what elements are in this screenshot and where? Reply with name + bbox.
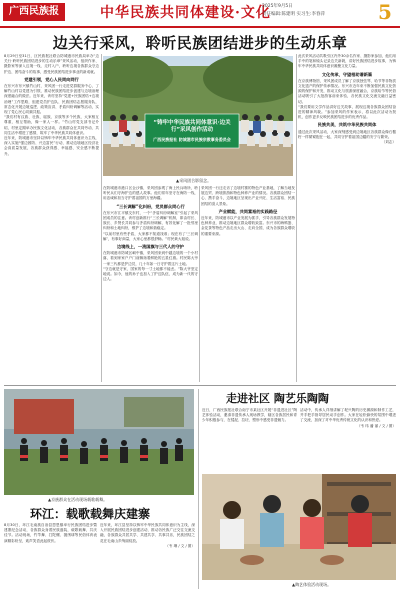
- pottery-photo-image: [202, 474, 396, 580]
- story3-headline: 走进社区 陶艺乐陶陶: [226, 392, 329, 405]
- banner-organizers: 广西民族报社 防城港市民族宗教事务委员会: [153, 137, 231, 142]
- article3-column: [201, 186, 295, 382]
- group-photo-banner: [145, 114, 239, 148]
- article4-paragraph: 在京族博物馆，采风团成员了解了京族独弦琴、哈节等非物质文化遗产的保护传承情况。东兴市近年来不断加强民族文化资源的保护和开发，推动文化与旅游深度融合，京族哈节等民俗活动吸引了大批游客前来体验，各民族文化交流交融日益密切。: [298, 78, 396, 104]
- editor-credit: 责任编辑:陈建明 实习生:李春萍: [262, 12, 325, 17]
- page-title: 中华民族共同体建设·文化: [100, 5, 271, 21]
- story2-paragraph: 8月30日，环江毛南族自治县思恩镇举行民族团结进步暨建寨纪念活动，各族群众身着民族盛装，载歌载舞，共庆佳节。活动现场，竹竿舞、打陀螺、抛绣球等民俗体育表演精彩纷呈，欢声笑语此起彼伏。: [4, 523, 97, 543]
- column-divider: [296, 54, 297, 382]
- article1-lead: 8月29日至31日，区民族报社联合防城港市民族局举办“边关行·聆听民族团结进步的生动乐章”采风活动，组织作家、摄影家等深入边境一线，走村入户，聆听边境各族群众守边护边、团结奋斗的故事，感受民族团结进步事业的新成就。: [4, 54, 99, 74]
- article1-paragraph: 近年来，防城港市坚持以铸牢中华民族共同体意识为主线，深入实施“强边固防、兴边富民”行动，推动边境地区经济社会高质量发展，各族群众获得感、幸福感、安全感不断提升。: [4, 136, 99, 156]
- article1-column: [4, 54, 99, 382]
- banner-title: “铸牢中华民族共同体意识·边关行”采风创作活动: [153, 120, 231, 133]
- article1-paragraph: 在东兴市东兴镇竹山村，采风团一行走进党群服务中心，了解竹山村以党建为引领，推动民族团结进步创建与边境治理深度融合的做法。近年来，该村坚持“党建+民族团结+边境治理”工作思路，组建党员护边队、民族团结志愿服务队，常态化开展边境巡逻、政策宣讲、矛盾纠纷调解等活动，实现了党心民心同频共振。: [4, 84, 99, 115]
- masthead: [0, 0, 400, 28]
- column-divider: [199, 186, 200, 382]
- story2-paragraph: 近年来，环江县坚持以铸牢中华民族共同体意识为主线，深入开展民族团结进步创建活动，推动各民族广泛交往交流交融，各族群众共居共学、共建共享、共事共乐，民族团结之花在毛南山乡绚丽绽放。: [100, 523, 195, 543]
- article4-subheading: 民族共美，共筑中华民族共同体: [317, 122, 377, 128]
- article4-paragraph: 通过此次采风活动，大家深刻感受到边境地区各族群众像石榴籽一样紧紧抱在一起，共同守护着祖国边疆的安宁与繁荣。: [298, 129, 396, 139]
- article3-paragraph: 近年来，防城港市以产业发展为抓手，引导各族群众发展特色种养业，推动边境地区群众增收致富。东兴市的海鸭蛋、金花茶等特色产品走出大山、走向全国，成为各族群众增收的重要来源。: [201, 216, 295, 236]
- masthead-meta: [262, 3, 362, 19]
- group-photo: [103, 56, 293, 176]
- dance-photo: [4, 389, 194, 495]
- section-tag: 广西民族报: [3, 3, 65, 21]
- issue-date: 2025年9月5日: [262, 4, 293, 9]
- story2-column-left: [4, 523, 97, 589]
- story2-headline: 环江：载歌载舞庆建寨: [30, 507, 151, 521]
- article1-subheading: 党建引领，党心人民同向同行: [24, 76, 79, 82]
- pottery-photo-caption: ▲陶艺体验活动现场。: [292, 582, 332, 587]
- pottery-photo: [202, 474, 396, 580]
- dance-photo-image: [4, 389, 194, 495]
- article3-subheading: 产业赋能，共同富裕的实践路径: [218, 208, 278, 214]
- story3-credit: （韦 玮 潘 丽 / 文 / 图）: [356, 423, 396, 428]
- story2-credit: （韦 琳 / 文 / 图）: [165, 543, 195, 548]
- article2-paragraph: 在防城港市防城区峒中镇，采风团来到中越边境的一个小村落，看到家家户户门前飘扬着鲜艳的五星红旗。村民陈大爷一家三代都是护边员，几十年如一日守护着这片土地。: [103, 251, 198, 266]
- article4-subheading: 文化传承，守望相助谱新篇: [321, 71, 373, 77]
- column-divider: [101, 54, 102, 382]
- article4-credit: （刘志）: [381, 140, 396, 145]
- story3-column-left: [202, 408, 297, 472]
- article2-paragraph: 在东兴市江平镇交东村，一个“矛盾纠纷调解室”引起了采风团成员的注意。该村创新推行“三长调解”机制，即由村长、族长、乡贤长共同参与矛盾纠纷调解，有效化解了一批邻里纠纷和土地纠纷，维护了边境和谐稳定。: [103, 210, 198, 231]
- page-number: 5: [378, 0, 392, 24]
- article2-paragraph: “以前村里有些矛盾，大家都不知道找谁；现在有了‘三长调解’，有事好商量，大家心里都很舒畅。”村民黄大姐说。: [103, 231, 198, 241]
- article2-paragraph: “守边就是守家，国家的每一寸土地都不能丢。”陈大爷坚定地说。如今，他的孙子也加入了护边队伍，成为新一代的守边人。: [103, 266, 198, 282]
- story3-paragraph: 活动中，传承人详细讲解了坭兴陶的历史渊源和制作工艺，并手把手指导居民动手创作。大家在轻松愉快的氛围中增进了交流，加深了对中华优秀传统文化的认识和热爱。: [300, 408, 396, 423]
- main-headline: 边关行采风，聆听民族团结进步的生动乐章: [52, 34, 348, 52]
- group-photo-caption: ▲采风团合影留念。: [176, 178, 212, 183]
- article4-paragraph: “我们要用文学作品讲好边关故事，展现边境各族群众团结奋进的精神风貌。”参加采风的作家表示，将以此次活动为契机，创作更多反映民族团结进步的优秀作品。: [298, 104, 396, 120]
- article3-paragraph: 采风团一行还走访了边境村寨的特色产业基地，了解当地发展边贸、跨境旅游和特色种养产业的情况。各族群众团结一心、携手奋斗，边境地区呈现出产业兴旺、生活富裕、民族团结的喜人景象。: [201, 186, 295, 206]
- story3-paragraph: 近日，广西民族报社联合南宁市某社区开展“非遗进社区”陶艺体验活动，邀请非遗传承人现场教学，辖区各族居民和青少年积极参与，在揉泥、拉坯、塑形中感受非遗魅力。: [202, 408, 297, 423]
- dance-photo-caption: ▲京族群众在活动现场载歌载舞。: [48, 497, 108, 502]
- story3-column-right: [300, 408, 396, 472]
- column-divider: [198, 389, 199, 589]
- article1-paragraph: “我们村有汉族、壮族、瑶族、京族等多个民族，大家相互尊重、相互帮助，像一家人一样。”竹山村党支部书记介绍，村里定期举办民族文化活动，各族群众在共同劳动、共同生活中增进了感情，筑牢了中华民族共同体意识。: [4, 115, 99, 135]
- section-divider: [4, 385, 396, 386]
- article2-paragraph: 在防城港市港口区企沙镇，采风团参观了海上民兵哨所，聆听民兵们守海护边的感人故事。他们常年坚守在海防一线，用忠诚和担当守护着祖国的万里海疆。: [103, 186, 198, 201]
- article2-column: [103, 186, 198, 382]
- article2-subheading: 边境线上，一流国旗与三代人的守护: [116, 244, 184, 250]
- article4-paragraph: 此次采风活动共吸引区内外30余名作家、摄影家参加，他们用手中的笔和镜头记录边关新貌，讲好民族团结进步故事，为铸牢中华民族共同体意识凝聚文化力量。: [298, 54, 396, 69]
- story2-column-right: [100, 523, 195, 589]
- article2-subheading: “三长调解”化纠纷，党员群众同心行: [116, 203, 185, 209]
- article4-column: [298, 54, 396, 382]
